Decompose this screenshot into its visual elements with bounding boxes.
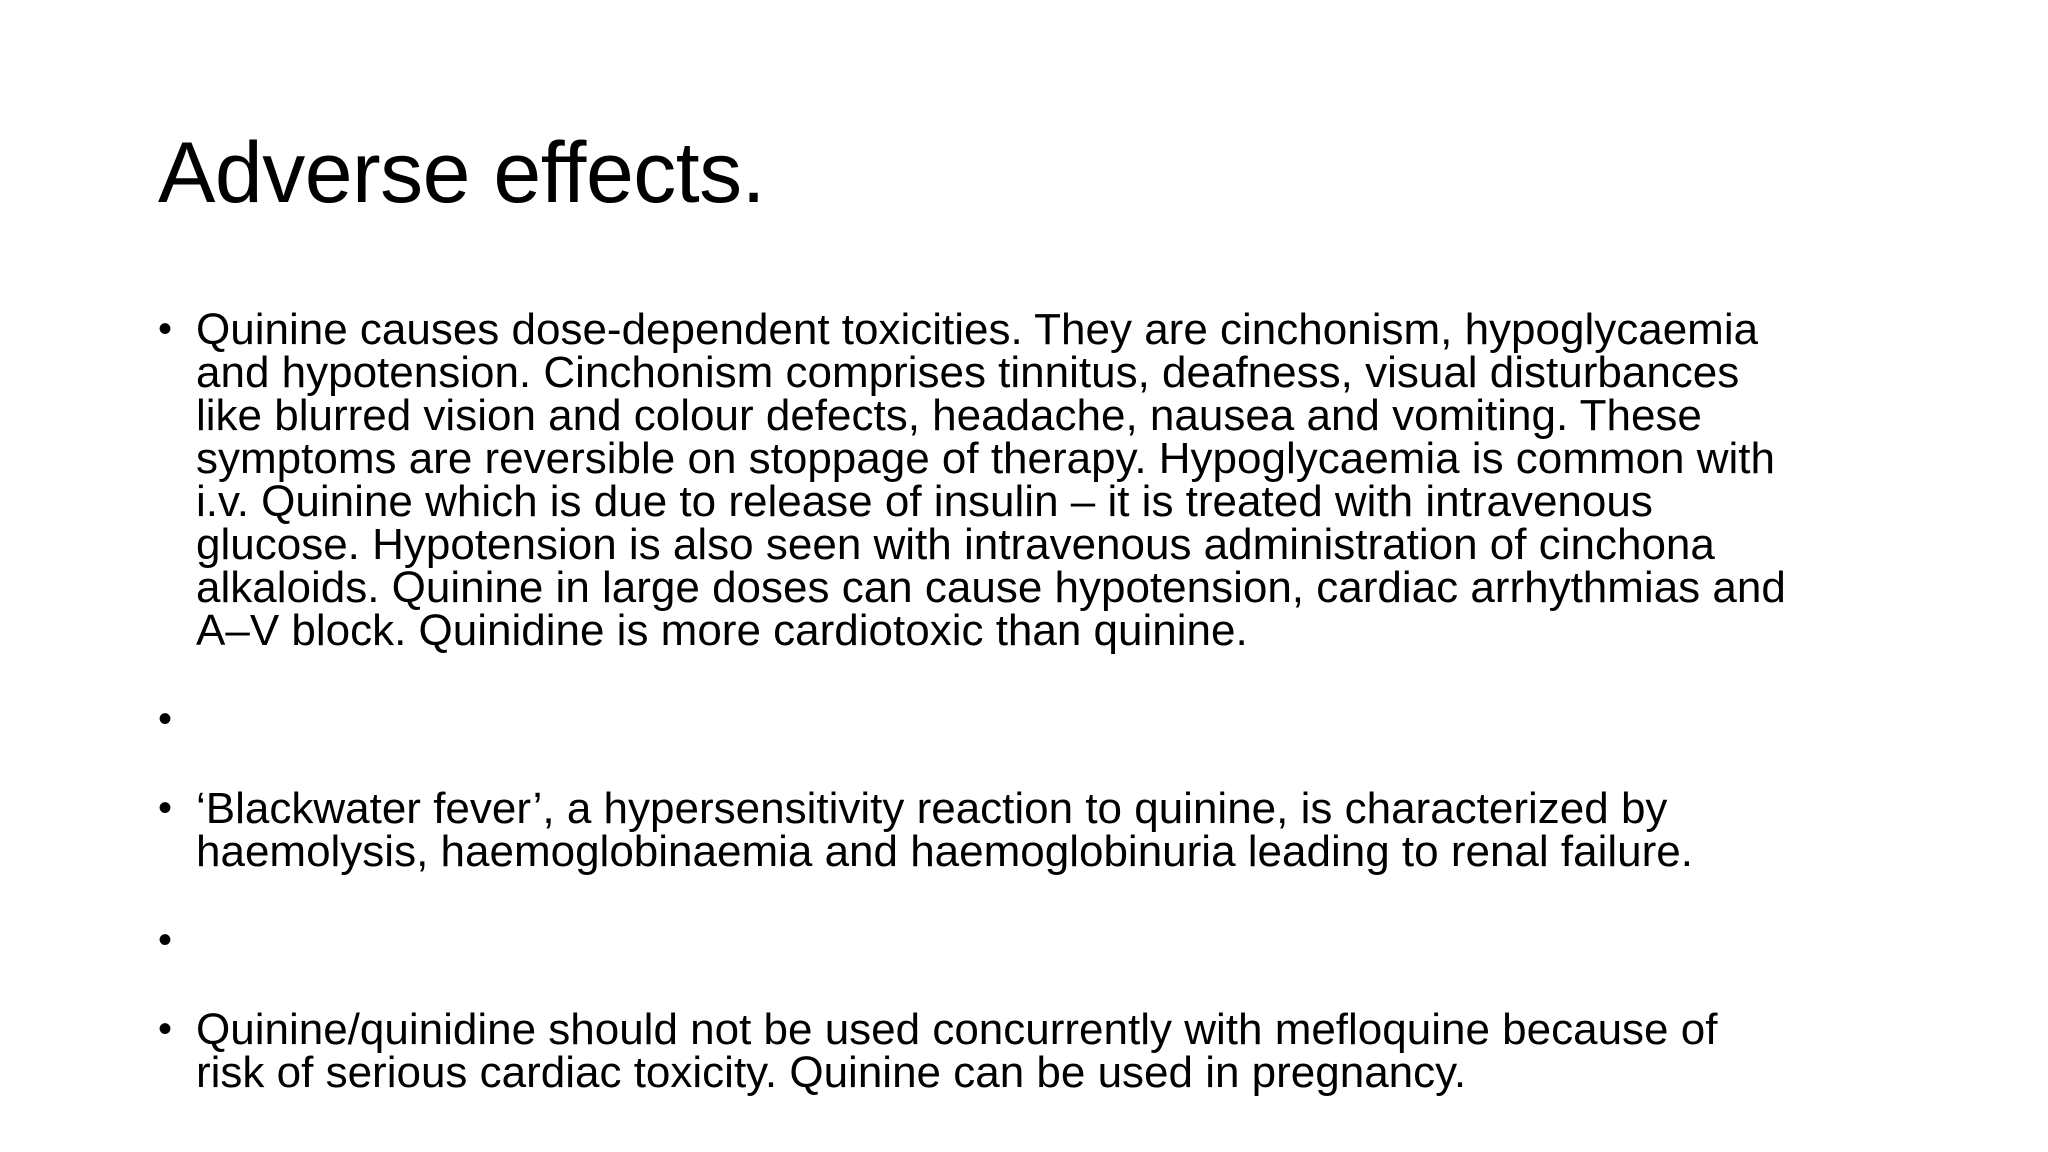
bullet-item-empty: [158, 919, 1898, 962]
bullet-dot: •: [158, 697, 173, 741]
bullet-list: [158, 305, 1898, 1140]
bullet-item-blackwater-fever: [158, 784, 1898, 876]
bullet-item-empty: [158, 698, 1898, 741]
bullet-text: ‘Blackwater fever’, a hypersensitivity reaction to quinine, is characterized by haemolysis, haemoglobinaemia and haemoglobinuria leading to renal failure.: [196, 784, 1693, 876]
bullet-dot: •: [158, 918, 173, 962]
bullet-text: Quinine/quinidine should not be used concurrently with mefloquine because of risk of serious cardiac toxicity. Quinine can be used in pregnancy.: [196, 1005, 1718, 1097]
bullet-item-mefloquine-warning: [158, 1005, 1898, 1097]
bullet-dot: •: [158, 786, 173, 830]
slide-title: Adverse effects.: [158, 125, 766, 221]
bullet-dot: •: [158, 1007, 173, 1051]
bullet-text: Quinine causes dose-dependent toxicities. They are cinchonism, hypoglycaemia and hypotension. Cinchonism comprises tinnitus, deafness, visual disturbances like blurred vision and colour defects, headache, nausea and vomiting. These symptoms are reversible on stoppage of therapy. Hypoglycaemia is common with i.v. Quinine which is due to release of insulin – it is treated with intravenous glucose. Hypotension is also seen with intravenous administration of cinchona alkaloids. Quinine in large doses can cause hypotension, cardiac arrhythmias and A–V block. Quinidine is more cardiotoxic than quinine.: [196, 305, 1786, 655]
bullet-dot: •: [158, 307, 173, 351]
bullet-item-quinine-toxicities: [158, 305, 1898, 655]
